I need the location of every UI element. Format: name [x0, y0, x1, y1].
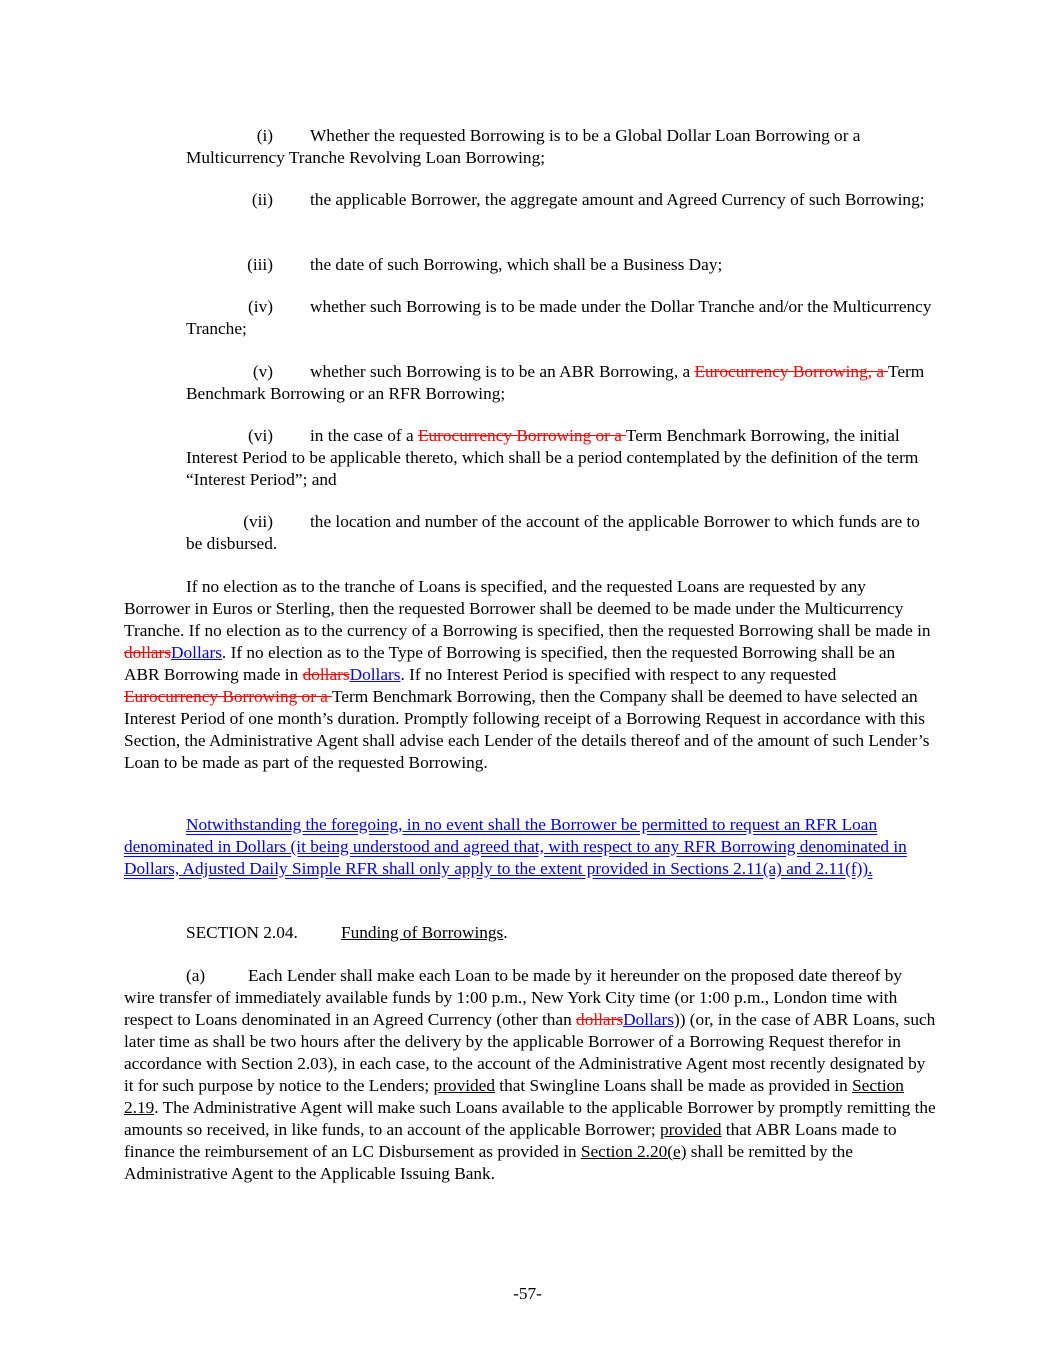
inserted-text: Dollars	[623, 1010, 674, 1029]
item-number: (vii)	[243, 512, 273, 531]
item-text: whether such Borrowing is to be made under the Dollar Tranche and/or the Multicurrency Tranche;	[186, 297, 932, 338]
section-heading	[186, 922, 508, 944]
list-item-i	[186, 125, 936, 169]
item-number: (iv)	[248, 297, 273, 316]
item-number: (v)	[252, 362, 273, 381]
section-title: Funding of Borrowings	[341, 923, 504, 942]
section-title-period: .	[503, 923, 508, 942]
item-text: the date of such Borrowing, which shall be a Business Day;	[310, 255, 723, 274]
deleted-text: dollars	[124, 643, 172, 662]
inserted-text: Dollars	[349, 665, 401, 684]
item-text-start: in the case of a	[310, 426, 418, 445]
item-text: the location and number of the account of the applicable Borrower to which funds are to be disbursed.	[186, 512, 920, 553]
list-item-v	[186, 361, 936, 405]
section-reference: Section 2.19	[124, 1076, 904, 1117]
deleted-text: dollars	[576, 1010, 624, 1029]
text-run: that ABR Loans made to finance the reimbursement of an LC Disbursement as provided in	[124, 1120, 897, 1161]
text-run: )) (or, in the case of ABR Loans, such later time as shall be two hours after the delivery by the applicable Borrower of a Borrowing Request therefor in accordance with Section 2.03), in each case, to the account of the Administrative Agent most recently designated by it for such purpose by notice to the Lenders;	[124, 1010, 936, 1095]
text-run: . The Administrative Agent will make such Loans available to the applicable Borrower by promptly remitting the amounts so received, in like funds, to an account of the applicable Borrower;	[124, 1098, 936, 1139]
list-item-iii	[186, 254, 936, 276]
list-item-vi	[186, 425, 936, 491]
item-number: (ii)	[251, 190, 273, 209]
deleted-text: dollars	[302, 665, 350, 684]
paragraph-a	[124, 965, 936, 1185]
paragraph-a-text	[124, 965, 936, 1185]
section-number: SECTION 2.04.	[186, 923, 298, 942]
item-text: Whether the requested Borrowing is to be a Global Dollar Loan Borrowing or a Multicurrency Tranche Revolving Loan Borrowing;	[186, 126, 861, 167]
underlined-term: provided	[433, 1076, 495, 1095]
deleted-text: Eurocurrency Borrowing or a	[124, 687, 332, 706]
text-run: . If no Interest Period is specified with respect to any requested	[400, 665, 837, 684]
section-title-wrap	[341, 922, 508, 944]
paragraph-label: (a)	[186, 966, 206, 985]
text-run: that Swingline Loans shall be made as provided in	[494, 1076, 853, 1095]
item-text-end: Term Benchmark Borrowing or an RFR Borrowing;	[186, 362, 925, 403]
paragraph-no-election	[124, 576, 934, 774]
deleted-text: Eurocurrency Borrowing or a	[417, 426, 626, 445]
text-run: shall be remitted by the Administrative Agent to the Applicable Issuing Bank.	[124, 1142, 853, 1183]
text-run: Term Benchmark Borrowing, then the Company shall be deemed to have selected an Interest Period of one month’s duration. Promptly following receipt of a Borrowing Request in accordance with this Section, the Administrative Agent shall advise each Lender of the details thereof and of the amount of such Lender’s Loan to be made as part of the requested Borrowing.	[124, 687, 930, 772]
underlined-term: provided	[660, 1120, 722, 1139]
list-item-vii	[186, 511, 936, 555]
page-number: -57-	[513, 1284, 542, 1303]
inserted-text: Dollars	[171, 643, 222, 662]
text-run: Each Lender shall make each Loan to be made by it hereunder on the proposed date thereof by wire transfer of immediately available funds by 1:00 p.m., New York City time (or 1:00 p.m., London time with respect to Loans denominated in an Agreed Currency (other than	[124, 966, 903, 1029]
item-text: the applicable Borrower, the aggregate amount and Agreed Currency of such Borrowing;	[310, 190, 925, 209]
list-item-iv	[186, 296, 936, 340]
text-run: If no election as to the tranche of Loans is specified, and the requested Loans are requested by any Borrower in Euros or Sterling, then the requested Borrower shall be deemed to be made under the Multicurrency Tranche. If no election as to the currency of a Borrowing is specified, then the requested Borrowing shall be made in	[124, 577, 931, 640]
item-number: (vi)	[248, 426, 273, 445]
inserted-text: Notwithstanding the foregoing, in no event shall the Borrower be permitted to request an RFR Loan denominated in Dollars (it being understood and agreed that, with respect to any RFR Borrowing denominated in Dollars, Adjusted Daily Simple RFR shall only apply to the extent provided in Sections 2.11(a) and 2.11(f)).	[124, 815, 907, 878]
deleted-text: Eurocurrency Borrowing, a	[694, 362, 889, 381]
item-text-end: Term Benchmark Borrowing, the initial Interest Period to be applicable thereto, which shall be a period contemplated by the definition of the term “Interest Period”; and	[186, 426, 919, 489]
item-number: (i)	[256, 126, 273, 145]
text-run: . If no election as to the Type of Borrowing is specified, then the requested Borrowing shall be an ABR Borrowing made in	[124, 643, 896, 684]
item-text-start: whether such Borrowing is to be an ABR Borrowing, a	[310, 362, 695, 381]
item-text	[186, 361, 936, 405]
paragraph-notwithstanding	[124, 814, 934, 880]
section-reference: Section 2.20(e)	[580, 1142, 687, 1161]
list-item-ii	[186, 189, 936, 211]
item-number: (iii)	[247, 255, 273, 274]
item-text	[186, 425, 936, 491]
